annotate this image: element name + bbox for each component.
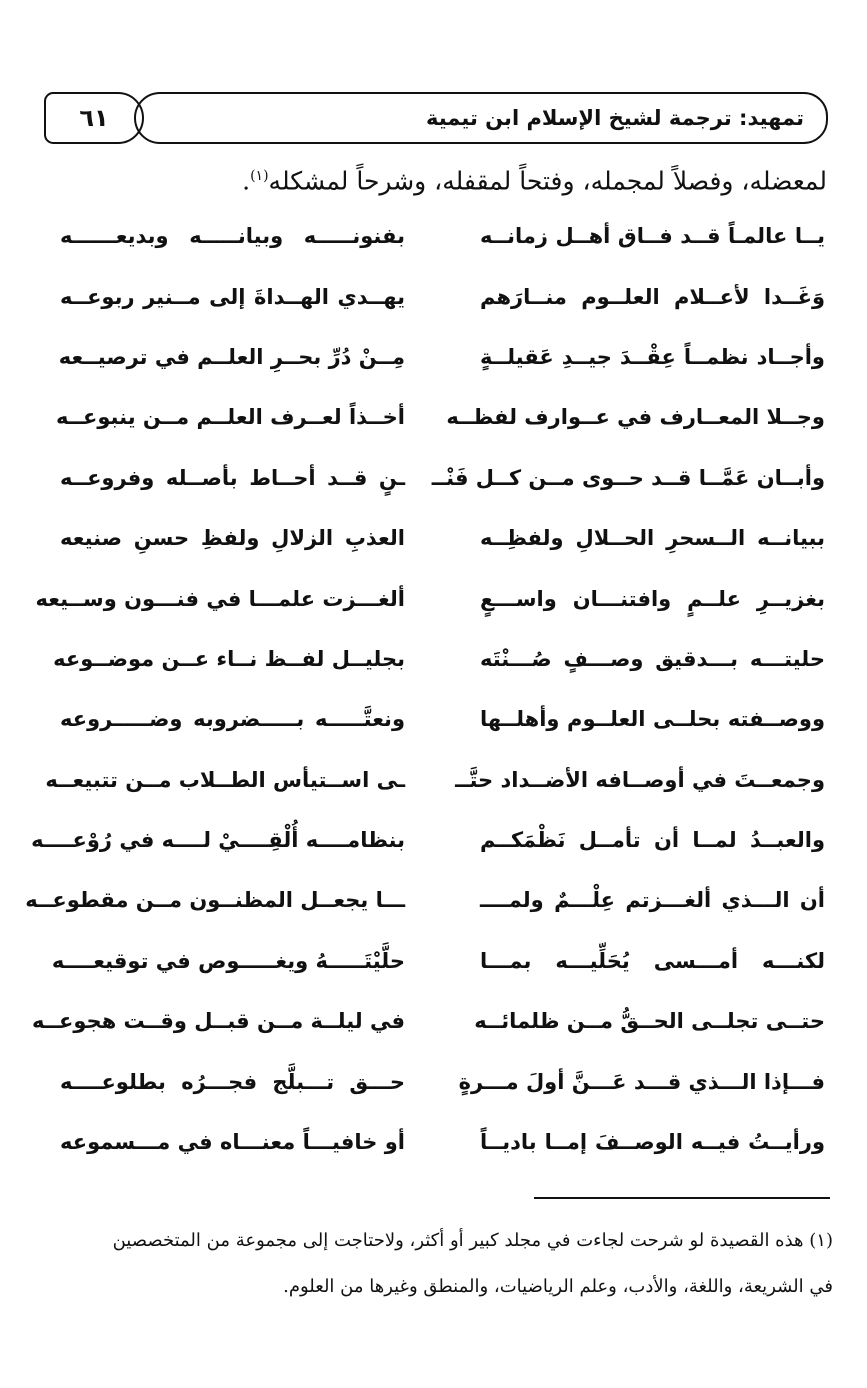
verse bbox=[60, 689, 825, 749]
intro-line bbox=[37, 158, 827, 199]
verse bbox=[51, 931, 825, 991]
verse-second-hemistich: في ليلــة مــن قبــل وقــت هجوعــه bbox=[31, 1009, 405, 1034]
verse-second-hemistich: يهــدي الهــداةَ إلى مــنير ربوعــه bbox=[60, 284, 405, 309]
intro-end: . bbox=[242, 166, 251, 196]
poem bbox=[25, 206, 825, 1172]
footnote-line: في الشريعة، واللغة، والأدب، وعلم الرياضيات، والمنطق وغيرها من العلوم. bbox=[283, 1276, 833, 1297]
verse bbox=[31, 991, 825, 1051]
page-number-box bbox=[44, 92, 144, 144]
footnote-ref: (١) bbox=[250, 168, 269, 184]
footnote-line: (١) هذه القصيدة لو شرحت لجاءت في مجلد كبير أو أكثر، ولاحتاجت إلى مجموعة من المتخصصين bbox=[112, 1230, 833, 1251]
verse-second-hemistich: بجليــل لفــظ نــاء عــن موضــوعه bbox=[53, 646, 405, 671]
verse bbox=[55, 387, 825, 447]
verse bbox=[45, 750, 825, 810]
page-number: ٦١ bbox=[79, 104, 109, 132]
verse-first-hemistich: ورأيــتُ فيــه الوصــفَ إمــا باديــاً bbox=[480, 1130, 825, 1155]
verse-second-hemistich: أو خافيـــاً معنـــاه في مـــسموعه bbox=[60, 1130, 405, 1155]
footnotes bbox=[33, 1218, 833, 1310]
running-header bbox=[44, 92, 828, 148]
verse-first-hemistich: بغزيــرِ علــمٍ وافتنـــان واســـعٍ bbox=[480, 586, 825, 611]
verse-second-hemistich: أخــذاً لعــرف العلــم مــن ينبوعــه bbox=[55, 405, 405, 430]
footnote-divider bbox=[534, 1197, 830, 1199]
verse bbox=[60, 1051, 825, 1111]
verse-first-hemistich: وأجــاد نظمــاً عِقْــدَ جيــدِ عَقيلــةٍ bbox=[480, 344, 825, 369]
chapter-title-box bbox=[134, 92, 828, 144]
verse bbox=[60, 266, 825, 326]
verse-second-hemistich: ونعتَّـــــه بـــــضروبه وضـــــروعه bbox=[60, 707, 405, 732]
verse bbox=[25, 870, 825, 930]
verse-second-hemistich: بنظامــــه أُلْقِــــيْ لــــه في رُوْعــــه bbox=[31, 828, 405, 853]
verse-first-hemistich: فـــإذا الـــذي قـــد عَـــنَّ أولَ مـــرةٍ bbox=[458, 1069, 825, 1094]
verse bbox=[60, 327, 825, 387]
verse-first-hemistich: لكنـــه أمـــسى يُحَلِّيـــه بمـــا bbox=[480, 948, 825, 973]
verse-second-hemistich: ـى اســتيأس الطــلاب مــن تتبيعــه bbox=[45, 767, 405, 792]
verse-second-hemistich: ـنٍ قــد أحــاط بأصــله وفروعــه bbox=[60, 465, 405, 490]
verse-first-hemistich: أن الـــذي ألغـــزتم عِلْـــمٌ ولمــــ bbox=[480, 888, 825, 913]
verse-first-hemistich: والعبــدُ لمــا أن تأمــل نَظْمَكــم bbox=[480, 828, 825, 853]
verse-first-hemistich: وجمعــتَ في أوصــافه الأضــداد حتَّــ bbox=[455, 767, 825, 792]
verse-first-hemistich: حتــى تجلــى الحــقُّ مــن ظلمائــه bbox=[474, 1009, 825, 1034]
verse-second-hemistich: حلَّيْتَـــــهُ ويغـــــوص في توقيعــــه bbox=[51, 948, 405, 973]
verse bbox=[60, 508, 825, 568]
verse-second-hemistich: العذبِ الزلالِ ولفظِ حسنِ صنيعه bbox=[60, 526, 405, 551]
verse-second-hemistich: ألغـــزت علمـــا في فنـــون وســيعه bbox=[35, 586, 405, 611]
verse-first-hemistich: ببيانــه الــسحرِ الحــلالِ ولفظِــه bbox=[480, 526, 825, 551]
verse-first-hemistich: وَغَــدا لأعــلام العلــوم منــارَهم bbox=[480, 284, 825, 309]
intro-text: لمعضله، وفصلاً لمجمله، وفتحاً لمقفله، وشرحاً لمشكله bbox=[268, 166, 827, 196]
verse bbox=[53, 629, 825, 689]
verse-second-hemistich: مِــنْ دُرِّ بحــرِ العلــم في ترصيــعه bbox=[58, 344, 405, 369]
verse-first-hemistich: حليتـــه بـــدقيق وصـــفٍ صُـــنْتَه bbox=[480, 646, 825, 671]
verse-second-hemistich: حـــق تـــبلَّج فجـــرُه بطلوعــــه bbox=[60, 1069, 405, 1094]
verse-first-hemistich: وجــلا المعــارف في عــوارف لفظــه bbox=[446, 405, 825, 430]
verse bbox=[60, 448, 825, 508]
verse bbox=[31, 810, 825, 870]
verse bbox=[60, 206, 825, 266]
chapter-title: تمهيد: ترجمة لشيخ الإسلام ابن تيمية bbox=[426, 106, 804, 130]
verse-second-hemistich: ـــا يجعــل المظنــون مــن مقطوعــه bbox=[25, 888, 405, 913]
verse bbox=[60, 1112, 825, 1172]
verse-first-hemistich: ووصــفته بحلــى العلــوم وأهلــها bbox=[480, 707, 825, 732]
verse bbox=[35, 568, 825, 628]
verse-second-hemistich: بفنونـــــه وبيانـــــه وبديعــــــه bbox=[60, 224, 405, 249]
verse-first-hemistich: وأبــان عَمَّــا قــد حــوى مــن كــل فَنْــ bbox=[431, 465, 825, 490]
verse-first-hemistich: يــا عالمـاً قــد فــاق أهــل زمانــه bbox=[480, 224, 825, 249]
